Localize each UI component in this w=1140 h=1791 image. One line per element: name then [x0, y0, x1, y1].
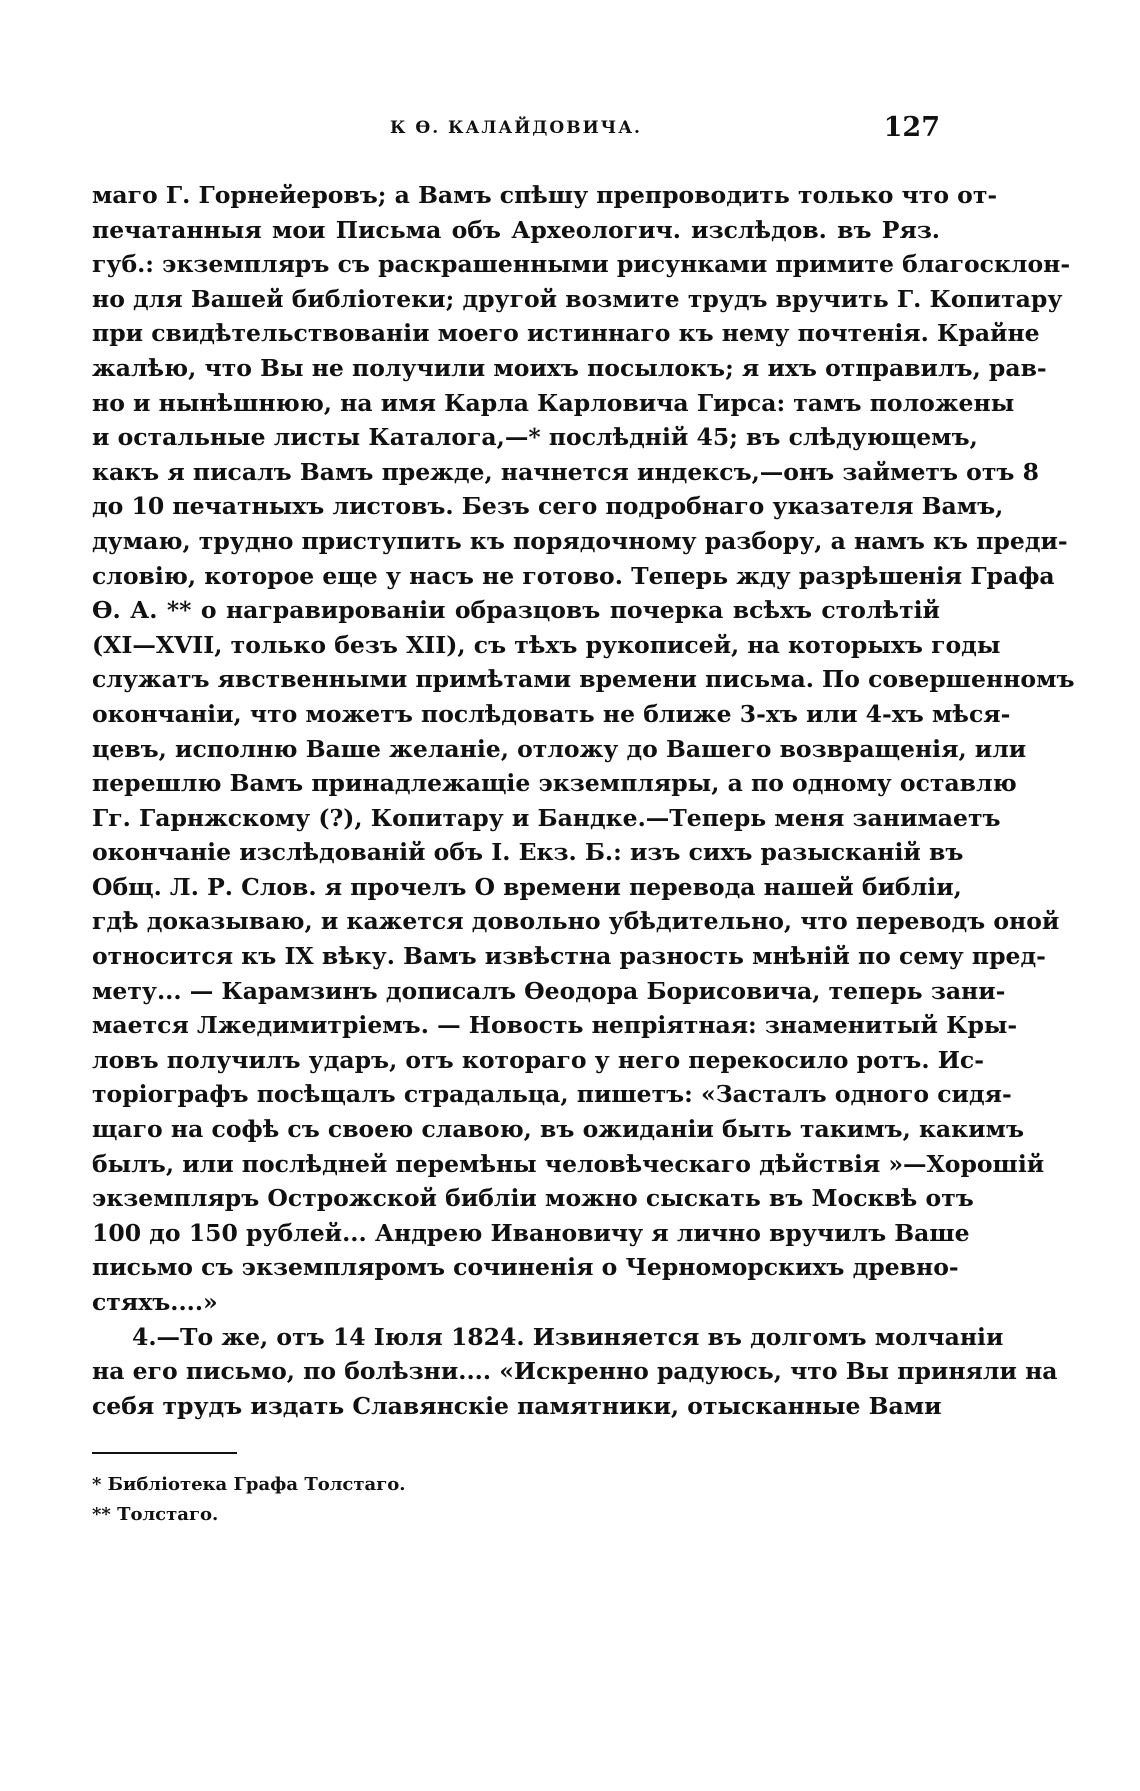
- text-line: но для Вашей библіотеки; другой возмите трудъ вручить Г. Копитару: [92, 284, 1063, 313]
- text-line: гдѣ доказываю, и кажется довольно убѣдительно, что переводъ оной: [92, 907, 1060, 936]
- text-line: торіографъ посѣщалъ страдальца, пишетъ: «Засталъ одного сидя-: [92, 1080, 1012, 1109]
- text-line: думаю, трудно приступить къ порядочному разбору, а намъ къ преди-: [92, 526, 1068, 555]
- text-line: окончаніе изслѣдованій объ І. Екз. Б.: изъ сихъ разысканій въ: [92, 838, 964, 867]
- text-line: словію, которое еще у насъ не готово. Теперь жду разрѣшенія Графа: [92, 561, 1055, 590]
- text-line: служатъ явственными примѣтами времени письма. По совершенномъ: [92, 665, 1075, 694]
- text-line: стяхъ....»: [92, 1288, 218, 1316]
- text-line: перешлю Вамъ принадлежащіе экземпляры, а по одному оставлю: [92, 769, 1017, 798]
- footnote: * Библіотека Графа Толстаго.: [92, 1474, 406, 1495]
- text-line: ловъ получилъ ударъ, отъ котораго у него перекосило ротъ. Ис-: [92, 1045, 984, 1074]
- text-line: Ѳ. А. ** о награвированіи образцовъ почерка всѣхъ столѣтій: [92, 596, 940, 625]
- text-line: окончаніи, что можетъ послѣдовать не ближе 3-хъ или 4-хъ мѣся-: [92, 699, 1011, 728]
- text-line: относится къ IX вѣку. Вамъ извѣстна разность мнѣній по сему пред-: [92, 942, 1046, 971]
- page-header: [92, 112, 940, 158]
- running-head: К Ѳ. КАЛАЙДОВИЧА.: [390, 118, 642, 138]
- footnote: ** Толстаго.: [92, 1504, 219, 1525]
- text-line: печатанныя мои Письма объ Археологич. изслѣдов. въ Ряз.: [92, 215, 940, 244]
- text-line: на его письмо, по болѣзни.... «Искренно радуюсь, что Вы приняли на: [92, 1357, 1058, 1386]
- text-line: губ.: экземпляръ съ раскрашенными рисунками примите благосклон-: [92, 250, 1071, 279]
- text-line: маго Г. Горнейеровъ; а Вамъ спѣшу препроводить только что от-: [92, 181, 998, 209]
- text-line: мается Лжедимитріемъ. — Новость непріятная: знаменитый Кры-: [92, 1011, 1018, 1040]
- text-line: 100 до 150 рублей... Андрею Ивановичу я лично вручилъ Ваше: [92, 1218, 970, 1247]
- text-line: какъ я писалъ Вамъ прежде, начнется индексъ,—онъ займетъ отъ 8: [92, 457, 1039, 486]
- text-line: до 10 печатныхъ листовъ. Безъ сего подробнаго указателя Вамъ,: [92, 492, 1004, 521]
- main-text: [92, 178, 1075, 1423]
- text-line: жалѣю, что Вы не получили моихъ посылокъ; я ихъ отправилъ, рав-: [92, 353, 1047, 382]
- text-line: и остальные листы Каталога,—* послѣдній 45; въ слѣдующемъ,: [92, 423, 978, 452]
- text-line: щаго на софѣ съ своею славою, въ ожиданіи быть такимъ, какимъ: [92, 1115, 1024, 1144]
- text-line: себя трудъ издать Славянскіе памятники, отысканные Вами: [92, 1391, 942, 1420]
- text-line: экземпляръ Острожской библіи можно сыскать въ Москвѣ отъ: [92, 1184, 974, 1213]
- text-line: 4.—То же, отъ 14 Іюля 1824. Извиняется въ долгомъ молчаніи: [132, 1322, 1004, 1351]
- page-number: 127: [883, 112, 940, 143]
- text-line: былъ, или послѣдней перемѣны человѣческаго дѣйствія »—Хорошій: [92, 1149, 1045, 1178]
- text-line: при свидѣтельствованіи моего истиннаго къ нему почтенія. Крайне: [92, 319, 1040, 348]
- text-line: мету... — Карамзинъ дописалъ Ѳеодора Борисовича, теперь зани-: [92, 976, 1006, 1005]
- text-line: письмо съ экземпляромъ сочиненія о Черноморскихъ древно-: [92, 1253, 959, 1282]
- text-line: (XI—XVII, только безъ XII), съ тѣхъ рукописей, на которыхъ годы: [92, 630, 1001, 659]
- text-line: цевъ, исполню Ваше желаніе, отложу до Вашего возвращенія, или: [92, 734, 1027, 763]
- text-line: но и нынѣшнюю, на имя Карла Карловича Гирса: тамъ положены: [92, 388, 1015, 417]
- text-line: Гг. Гарнжскому (?), Копитару и Бандке.—Теперь меня занимаетъ: [92, 803, 1001, 832]
- text-line: Общ. Л. Р. Слов. я прочелъ О времени перевода нашей библіи,: [92, 872, 962, 901]
- footnotes: [92, 1470, 940, 1530]
- footnote-divider: [92, 1452, 237, 1454]
